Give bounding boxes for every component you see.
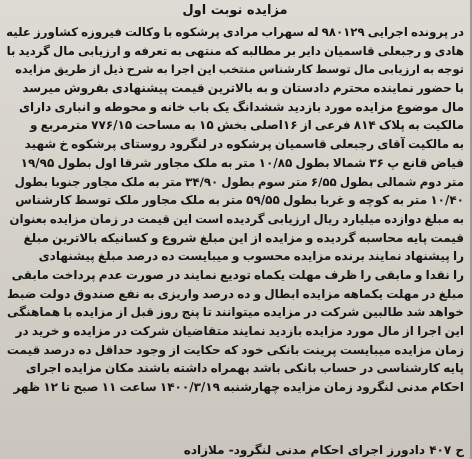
notice-line: به مالکیت آقای رجبعلی قاسمیان پرشکوه در لنگرود روستای پرشکوه خ شهید	[24, 137, 464, 152]
notice-line: مال موضوع مزایده مورد بازدید ششدانگ یک باب خانه و محوطه و انباری دارای	[19, 99, 464, 114]
notice-line: مبلغ در مهلت یکماهه مزایده ابطال و ده درصد واریزی به نفع صندوق دولت ضبط	[7, 286, 464, 301]
notice-line: هادی و رجبعلی قاسمیان دایر بر مطالبه که منتهی به تعرفه و ارزیابی مال گردید با	[6, 43, 464, 58]
notice-line: به مبلغ دوازده میلیارد ریال ارزیابی گردیده است این قیمت در زمان مزایده بعنوان	[9, 211, 464, 226]
notice-signature: ح ۴۰۷ دادورز اجرای احکام مدنی لنگرود- ملازاده	[183, 443, 464, 457]
notice-line: این اجرا از مال مورد مزایده بازدید نمایند متقاضیان شرکت در مزایده و خرید در	[15, 324, 464, 338]
notice-line: با حضور نماینده محترم دادستان و به بالاترین قیمت پیشنهادی بفروش میرسد	[22, 81, 464, 96]
notice-line: پایه کارشناسی در حساب بانکی باشد بهمراه داشته باشند مکان مزایده اجرای	[25, 361, 464, 376]
notice-title: مزایده نوبت اول	[182, 3, 288, 18]
notice-line: در پرونده اجرایی ۹۸۰۱۲۹ له سهراب مرادی پرشکوه با وکالت فیروزه کشاورز علیه	[6, 25, 464, 39]
notice-line: را پیشنهاد نمایند برنده مزایده محسوب و میبایست ده درصد مبلغ پیشنهادی	[38, 249, 464, 264]
notice-line: احکام مدنی لنگرود زمان مزایده چهارشنبه ۱۴۰۰/۳/۱۹ ساعت ۱۱ صبح تا ۱۲ ظهر	[13, 380, 464, 395]
notice-line: فیاض قانع پ ۳۶ شمالا بطول ۱۰/۸۵ متر به ملک مجاور شرقا اول بطول ۱۹/۹۵	[20, 155, 464, 170]
notice-line: توجه به ارزیابی مال توسط کارشناس منتخب این اجرا به شرح ذیل از طریق مزایده	[15, 62, 464, 77]
notice-line: را نقدا و مابقی را ظرف مهلت یکماه تودیع نمایند در صورت عدم پرداخت مابقی	[11, 267, 464, 282]
notice-line: قیمت پایه محاسبه گردیده و مزایده از این مبلغ شروع و کسانیکه بالاترین مبلغ	[23, 230, 464, 245]
notice-line: زمان مزایده میبایست پرینت بانکی خود که حکایت از وجود حداقل ده درصد قیمت	[6, 342, 464, 357]
notice-line: مالکیت به پلاک ۸۱۴ فرعی از ۱۶اصلی بخش ۱۵ به مساحت ۷۷۶/۱۵ مترمربع و	[29, 118, 464, 133]
notice-line: متر دوم شمالی بطول ۶/۵۵ متر سوم بطول ۳۴/۹۰ متر به ملک مجاور جنوبا بطول	[14, 174, 464, 189]
notice-body	[6, 23, 464, 397]
notice-line: ۱۰/۴۰ متر به کوچه و غربا بطول ۵۹/۵۵ متر به ملک مجاور ملک توسط کارشناس	[15, 193, 464, 208]
notice-line: خواهد شد طالبین شرکت در مزایده میتوانند تا پنج روز قبل از مزایده با هماهنگی	[7, 305, 464, 320]
